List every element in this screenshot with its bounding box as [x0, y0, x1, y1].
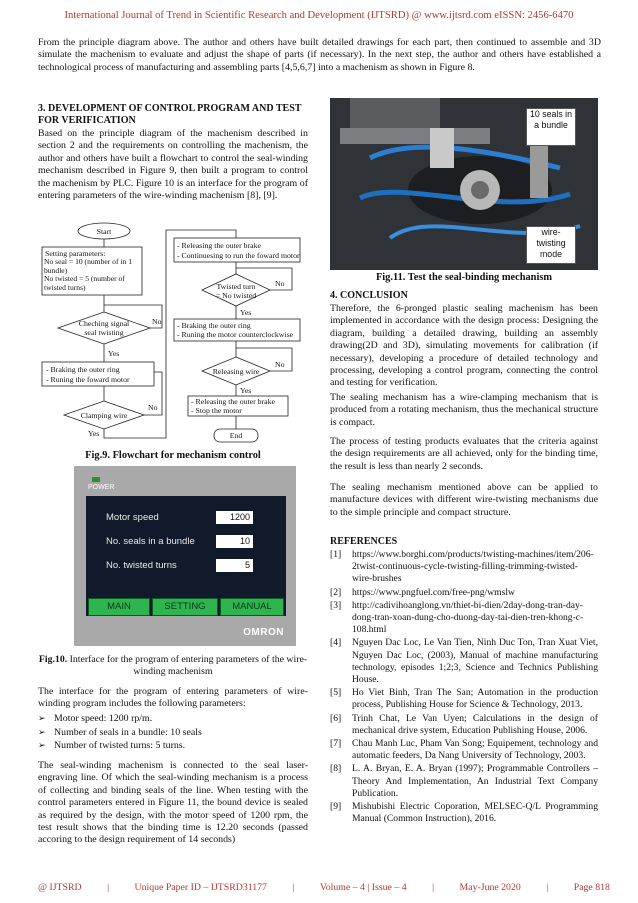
fc-twisted-2: = No twisted: [215, 291, 257, 300]
fc-yes-2: Yes: [88, 429, 100, 438]
conclusion-paragraph-3: The process of testing products evaluates that the criteria against the design requirements are all achieved, only for the binding time, the result is less than nearly 2 seconds.: [330, 436, 598, 472]
fc-brake2a: - Braking the outer ring: [177, 321, 251, 330]
reference-list: [330, 549, 598, 826]
fc-release2a: - Releasing the outer brake: [191, 397, 275, 406]
fc-releasing-wire: Releasing wire: [212, 367, 260, 376]
motor-speed-label: Motor speed: [106, 512, 159, 523]
fig10-caption-text: Interface for the program of entering parameters of the wire-winding machenism: [69, 654, 308, 677]
fc-checking-2: seal twisting: [84, 328, 124, 337]
page-footer: @ IJTSRD | Unique Paper ID – IJTSRD31177 | Volume – 4 | Issue – 4 | May-June 2020 | Page 818: [38, 882, 610, 893]
parameter-list: [38, 712, 308, 753]
fc-no-3: No: [275, 279, 285, 288]
reference-item: [4] Nguyen Dac Loc, Le Van Tien, Ninh Duc Ton, Tran Xuat Viet, Nguyen Dac Loc, (2003), Manual of machine manufacturing technology, episodes 1;2;3, Science and Technics Publishing House.: [330, 637, 598, 686]
reference-item: [3] http://cadivihoanglong.vn/thiet-bi-dien/2day-dong-tran-day-dong-tran-xoan-dung-cho-duong-day-tai-dien-tren-khong-c-108.html: [330, 599, 584, 636]
fc-checking-1: Cheching signal: [78, 319, 130, 328]
hmi-screen: [86, 496, 286, 616]
fc-end: End: [229, 431, 243, 440]
motor-speed-field[interactable]: 1200: [216, 511, 253, 524]
conclusion-heading: 4. CONCLUSION: [330, 290, 408, 301]
omron-logo: OMRON: [243, 627, 284, 638]
seals-bundle-label: No. seals in a bundle: [106, 536, 195, 547]
list-item: ➢ Number of seals in a bundle: 10 seals: [38, 726, 308, 740]
fc-clamping: Clamping wire: [80, 411, 128, 420]
callout-seals-bundle: 10 seals in a bundle: [526, 108, 576, 146]
fc-yes-1: Yes: [108, 349, 120, 358]
reference-item: [1] https://www.borghi.com/products/twisting-machines/item/206-2twist-continuous-cycle-twisting-filling-trimming-twisted-wire-brushes: [330, 549, 594, 585]
fc-no-1: No: [152, 317, 162, 326]
running-header: International Journal of Trend in Scientific Research and Development (IJTSRD) @ www.ijtsrd.com eISSN: 2456-6470: [64, 10, 574, 21]
reference-item: [9] Mishubishi Electric Coporation, MELSEC-Q/L Programming Manual (Common Instruction), 2016.: [330, 801, 598, 825]
fc-brake1a: - Braking the outer ring: [46, 365, 120, 374]
fc-yes-4: Yes: [240, 386, 252, 395]
fc-brake2b: - Runing the motor counterclockwise: [177, 330, 294, 339]
fig11-caption: Fig.11. Test the seal-binding mechanism: [375, 272, 553, 283]
twisted-turns-field[interactable]: 5: [216, 559, 253, 572]
list-item: ➢ Motor speed: 1200 rp/m.: [38, 712, 308, 726]
fc-no-2: No: [148, 403, 158, 412]
footer-date: May-June 2020: [459, 882, 521, 893]
conclusion-paragraph-2: The sealing mechanism has a wire-clamping mechanism that is produced from a rotating mechanism, thus the mechanical structure is compact.: [330, 392, 598, 428]
fig10-caption: Fig.10. Interface for the program of entering parameters of the wire-winding machenism: [38, 654, 308, 677]
conclusion-paragraph-4: The sealing mechanism mentioned above can be applied to manufacture devices with different wire-twisting mechanisms due to the simple principle and compact structure.: [330, 482, 598, 518]
fig9-caption: Fig.9. Flowchart for mechanism control: [85, 450, 261, 461]
section-3-heading: 3. DEVELOPMENT OF CONTROL PROGRAM AND TEST FOR VERIFICATION: [38, 103, 302, 127]
section-3-paragraph: Based on the principle diagram of the machenism described in section 2 and the requirements on controlling the machenism, the author and others have built a flowchart to control the seal-winding mechanism described in Figure 9, then built a program to control the machenism by PLC. Figure 10 is an interface for the program of entering parameters of the wire-winding machenism [8], [9].: [38, 128, 308, 202]
footer-journal: @ IJTSRD: [38, 882, 82, 893]
references-heading: REFERENCES: [330, 536, 398, 547]
fc-release1b: - Continuesing to run the foward motor: [177, 251, 300, 260]
fc-params-title: Setting parameters:: [45, 249, 106, 258]
flowchart-figure: [38, 222, 308, 444]
twisted-turns-label: No. twisted turns: [106, 560, 177, 571]
mechanism-photo: [330, 98, 598, 270]
manual-button[interactable]: MANUAL: [220, 598, 284, 616]
power-led: [92, 477, 100, 482]
interface-paragraph: The interface for the program of entering parameters of wire-winding program includes the following parameters:: [38, 686, 308, 710]
fc-release2b: - Stop the motor: [191, 406, 242, 415]
seals-bundle-field[interactable]: 10: [216, 535, 253, 548]
main-button[interactable]: MAIN: [88, 598, 150, 616]
fc-start: Start: [96, 227, 112, 236]
power-label: POWER: [88, 484, 115, 491]
footer-volume: Volume – 4 | Issue – 4: [319, 882, 407, 893]
fc-release1a: - Releasing the outer brake: [177, 241, 261, 250]
setting-button[interactable]: SETTING: [152, 598, 218, 616]
footer-paper-id: Unique Paper ID – IJTSRD31177: [134, 882, 267, 893]
intro-paragraph: From the principle diagram above. The author and others have built detailed drawings for each part, then continued to assemble and 3D simulate the machenism to evaluate and adjust the shape of parts (if necessary). In the next step, the author and others have established a technological process of manufacturing and assembling parts [4,5,6,7] into a machenism as shown in Figure 8.: [38, 37, 601, 73]
conclusion-paragraph-1: Therefore, the 6-pronged plastic sealing machenism has been implemented in accordance with the design process: Designing the diagram, building a detailed drawing, building an assembly drawing(2D and 3D), simulating movements for calibration (if necessary), developing a procedure of detailed technology and processing, developing a control program, connecting the control and testing for verification.: [330, 303, 598, 389]
fc-params: No seal = 10 (number of in 1 bundle) No twisted = 5 (number of twisted turns): [44, 258, 133, 292]
fc-brake1b: - Runing the foward motor: [46, 375, 130, 384]
reference-item: [2] https://www.pngfuel.com/free-png/wmslw: [330, 586, 515, 598]
footer-page: Page 818: [573, 882, 610, 893]
fc-no-4: No: [275, 360, 285, 369]
hmi-panel: [74, 466, 296, 646]
reference-item: [6] Trinh Chat, Le Van Uyen; Calculations in the design of mechanical drive system, Education Publishing House, 2006.: [330, 712, 598, 736]
closing-paragraph: The seal-winding machenism is connected to the seal laser-engraving line. Of which the seal-winding mechanism is a process of collecting and binding seals of the line. When testing with the control parameters entered in Figure 11, the bound device is sealed as required by the design, with the motor speed of 1200 rpm, the test result shows that the binding time is 12.20 seconds (passed accoring to the design requirement of 14 seconds): [38, 760, 308, 846]
fc-twisted-1: Twisted turn: [216, 282, 256, 291]
reference-item: [5] Ho Viet Binh, Tran The San; Automation in the production process, Publishing House for Science & Technology, 2013.: [330, 687, 598, 711]
fc-yes-3: Yes: [240, 308, 252, 317]
callout-wire-twisting: wire-twisting mode: [526, 226, 576, 264]
reference-item: [7] Chau Manh Luc, Pham Van Song; Equipement, technology and automatic feeders, Da Nang University of Technology, 2003.: [330, 738, 598, 762]
reference-item: [8] L. A. Bryan, E. A. Bryan (1997); Programmable Controllers – Theory And Implementation, An Industrial Text Company Publication.: [330, 763, 598, 799]
list-item: ➢ Number of twisted turns: 5 turns.: [38, 739, 308, 753]
